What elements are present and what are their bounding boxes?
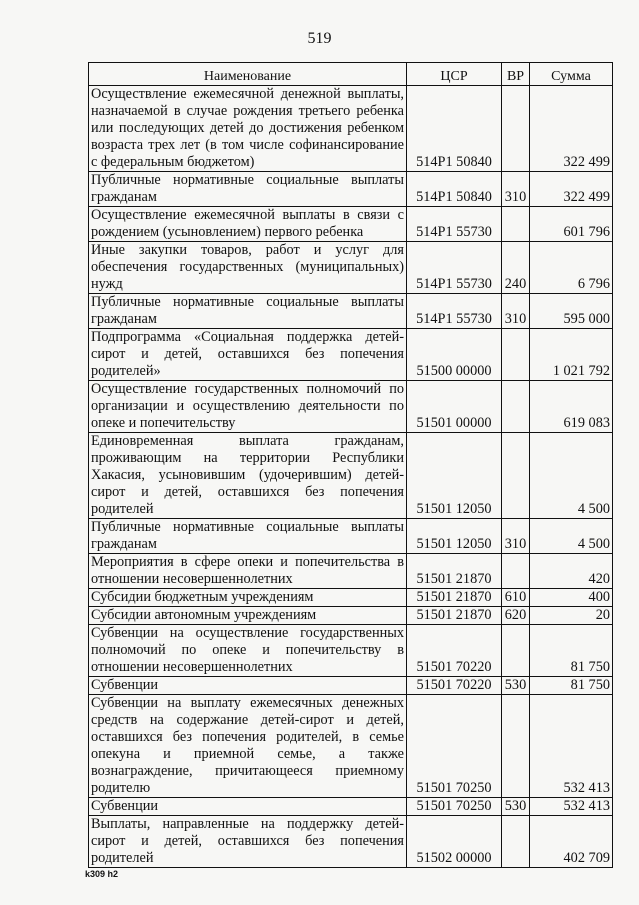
cell-vr: 240 xyxy=(502,242,530,294)
cell-csr: 51501 21870 xyxy=(407,607,502,625)
cell-sum: 81 750 xyxy=(530,677,613,695)
cell-sum: 81 750 xyxy=(530,625,613,677)
cell-name: Субсидии автономным учреждениям xyxy=(89,607,407,625)
cell-csr: 51501 70220 xyxy=(407,677,502,695)
cell-vr xyxy=(502,433,530,519)
cell-vr xyxy=(502,86,530,172)
cell-name: Публичные нормативные социальные выплаты гражданам xyxy=(89,294,407,329)
cell-vr xyxy=(502,816,530,868)
cell-name: Единовременная выплата гражданам, проживающим на территории Республики Хакасия, усыновившим (удочерившим) детей-сирот и детей, оставшихся без попечения родителей xyxy=(89,433,407,519)
cell-vr: 310 xyxy=(502,519,530,554)
cell-csr: 51500 00000 xyxy=(407,329,502,381)
cell-name: Субсидии бюджетным учреждениям xyxy=(89,589,407,607)
cell-sum: 420 xyxy=(530,554,613,589)
table-row xyxy=(89,86,613,172)
cell-csr: 51501 70220 xyxy=(407,625,502,677)
table-row xyxy=(89,294,613,329)
table-header-row xyxy=(89,63,613,86)
cell-vr: 310 xyxy=(502,172,530,207)
table-row xyxy=(89,381,613,433)
table-row xyxy=(89,242,613,294)
cell-name: Субвенции на выплату ежемесячных денежных средств на содержание детей-сирот и детей, оставшихся без попечения родителей, в семье опекуна и приемной семье, а также вознаграждение, причитающееся приемному родителю xyxy=(89,695,407,798)
cell-sum: 1 021 792 xyxy=(530,329,613,381)
cell-name: Иные закупки товаров, работ и услуг для обеспечения государственных (муниципальных) нужд xyxy=(89,242,407,294)
cell-name: Субвенции xyxy=(89,677,407,695)
cell-name: Публичные нормативные социальные выплаты гражданам xyxy=(89,172,407,207)
cell-name: Выплаты, направленные на поддержку детей-сирот и детей, оставшихся без попечения родителей xyxy=(89,816,407,868)
table-row xyxy=(89,625,613,677)
cell-vr: 620 xyxy=(502,607,530,625)
cell-csr: 514P1 55730 xyxy=(407,242,502,294)
cell-sum: 4 500 xyxy=(530,519,613,554)
cell-vr xyxy=(502,695,530,798)
cell-csr: 514P1 50840 xyxy=(407,86,502,172)
cell-csr: 51501 70250 xyxy=(407,798,502,816)
cell-sum: 402 709 xyxy=(530,816,613,868)
cell-sum: 532 413 xyxy=(530,798,613,816)
cell-sum: 595 000 xyxy=(530,294,613,329)
header-csr: ЦСР xyxy=(407,63,502,86)
table-row xyxy=(89,695,613,798)
cell-csr: 51501 12050 xyxy=(407,433,502,519)
cell-csr: 51501 00000 xyxy=(407,381,502,433)
table-row xyxy=(89,519,613,554)
table-row xyxy=(89,798,613,816)
cell-sum: 20 xyxy=(530,607,613,625)
cell-name: Публичные нормативные социальные выплаты гражданам xyxy=(89,519,407,554)
cell-csr: 51501 12050 xyxy=(407,519,502,554)
cell-csr: 514P1 55730 xyxy=(407,294,502,329)
cell-csr: 51501 21870 xyxy=(407,554,502,589)
table-row xyxy=(89,607,613,625)
footer-code: k309 h2 xyxy=(85,869,119,879)
cell-csr: 51501 70250 xyxy=(407,695,502,798)
cell-sum: 619 083 xyxy=(530,381,613,433)
cell-sum: 601 796 xyxy=(530,207,613,242)
cell-name: Субвенции xyxy=(89,798,407,816)
table-row xyxy=(89,329,613,381)
table-row xyxy=(89,677,613,695)
cell-sum: 322 499 xyxy=(530,172,613,207)
cell-name: Субвенции на осуществление государственных полномочий по опеке и попечительству в отношении несовершеннолетних xyxy=(89,625,407,677)
table-row xyxy=(89,589,613,607)
budget-table xyxy=(88,62,613,868)
cell-vr: 310 xyxy=(502,294,530,329)
cell-name: Подпрограмма «Социальная поддержка детей-сирот и детей, оставшихся без попечения родителей» xyxy=(89,329,407,381)
cell-name: Осуществление государственных полномочий по организации и осуществлению деятельности по опеке и попечительству xyxy=(89,381,407,433)
cell-vr xyxy=(502,554,530,589)
table-row xyxy=(89,433,613,519)
header-sum: Сумма xyxy=(530,63,613,86)
cell-name: Осуществление ежемесячной денежной выплаты, назначаемой в случае рождения третьего ребенка или последующих детей до достижения ребенком возраста трех лет (в том числе софинансирование с федеральным бюджетом) xyxy=(89,86,407,172)
header-vr: ВР xyxy=(502,63,530,86)
cell-sum: 322 499 xyxy=(530,86,613,172)
cell-vr xyxy=(502,207,530,242)
cell-sum: 6 796 xyxy=(530,242,613,294)
cell-vr: 530 xyxy=(502,798,530,816)
table-row xyxy=(89,816,613,868)
cell-csr: 514P1 50840 xyxy=(407,172,502,207)
cell-vr: 530 xyxy=(502,677,530,695)
header-name: Наименование xyxy=(89,63,407,86)
cell-csr: 51502 00000 xyxy=(407,816,502,868)
table-row xyxy=(89,172,613,207)
cell-sum: 400 xyxy=(530,589,613,607)
cell-sum: 532 413 xyxy=(530,695,613,798)
page-number: 519 xyxy=(307,30,332,47)
cell-vr: 610 xyxy=(502,589,530,607)
cell-vr xyxy=(502,329,530,381)
cell-name: Мероприятия в сфере опеки и попечительства в отношении несовершеннолетних xyxy=(89,554,407,589)
cell-vr xyxy=(502,625,530,677)
cell-vr xyxy=(502,381,530,433)
cell-sum: 4 500 xyxy=(530,433,613,519)
table-row xyxy=(89,554,613,589)
cell-csr: 514P1 55730 xyxy=(407,207,502,242)
cell-csr: 51501 21870 xyxy=(407,589,502,607)
table-row xyxy=(89,207,613,242)
cell-name: Осуществление ежемесячной выплаты в связи с рождением (усыновлением) первого ребенка xyxy=(89,207,407,242)
